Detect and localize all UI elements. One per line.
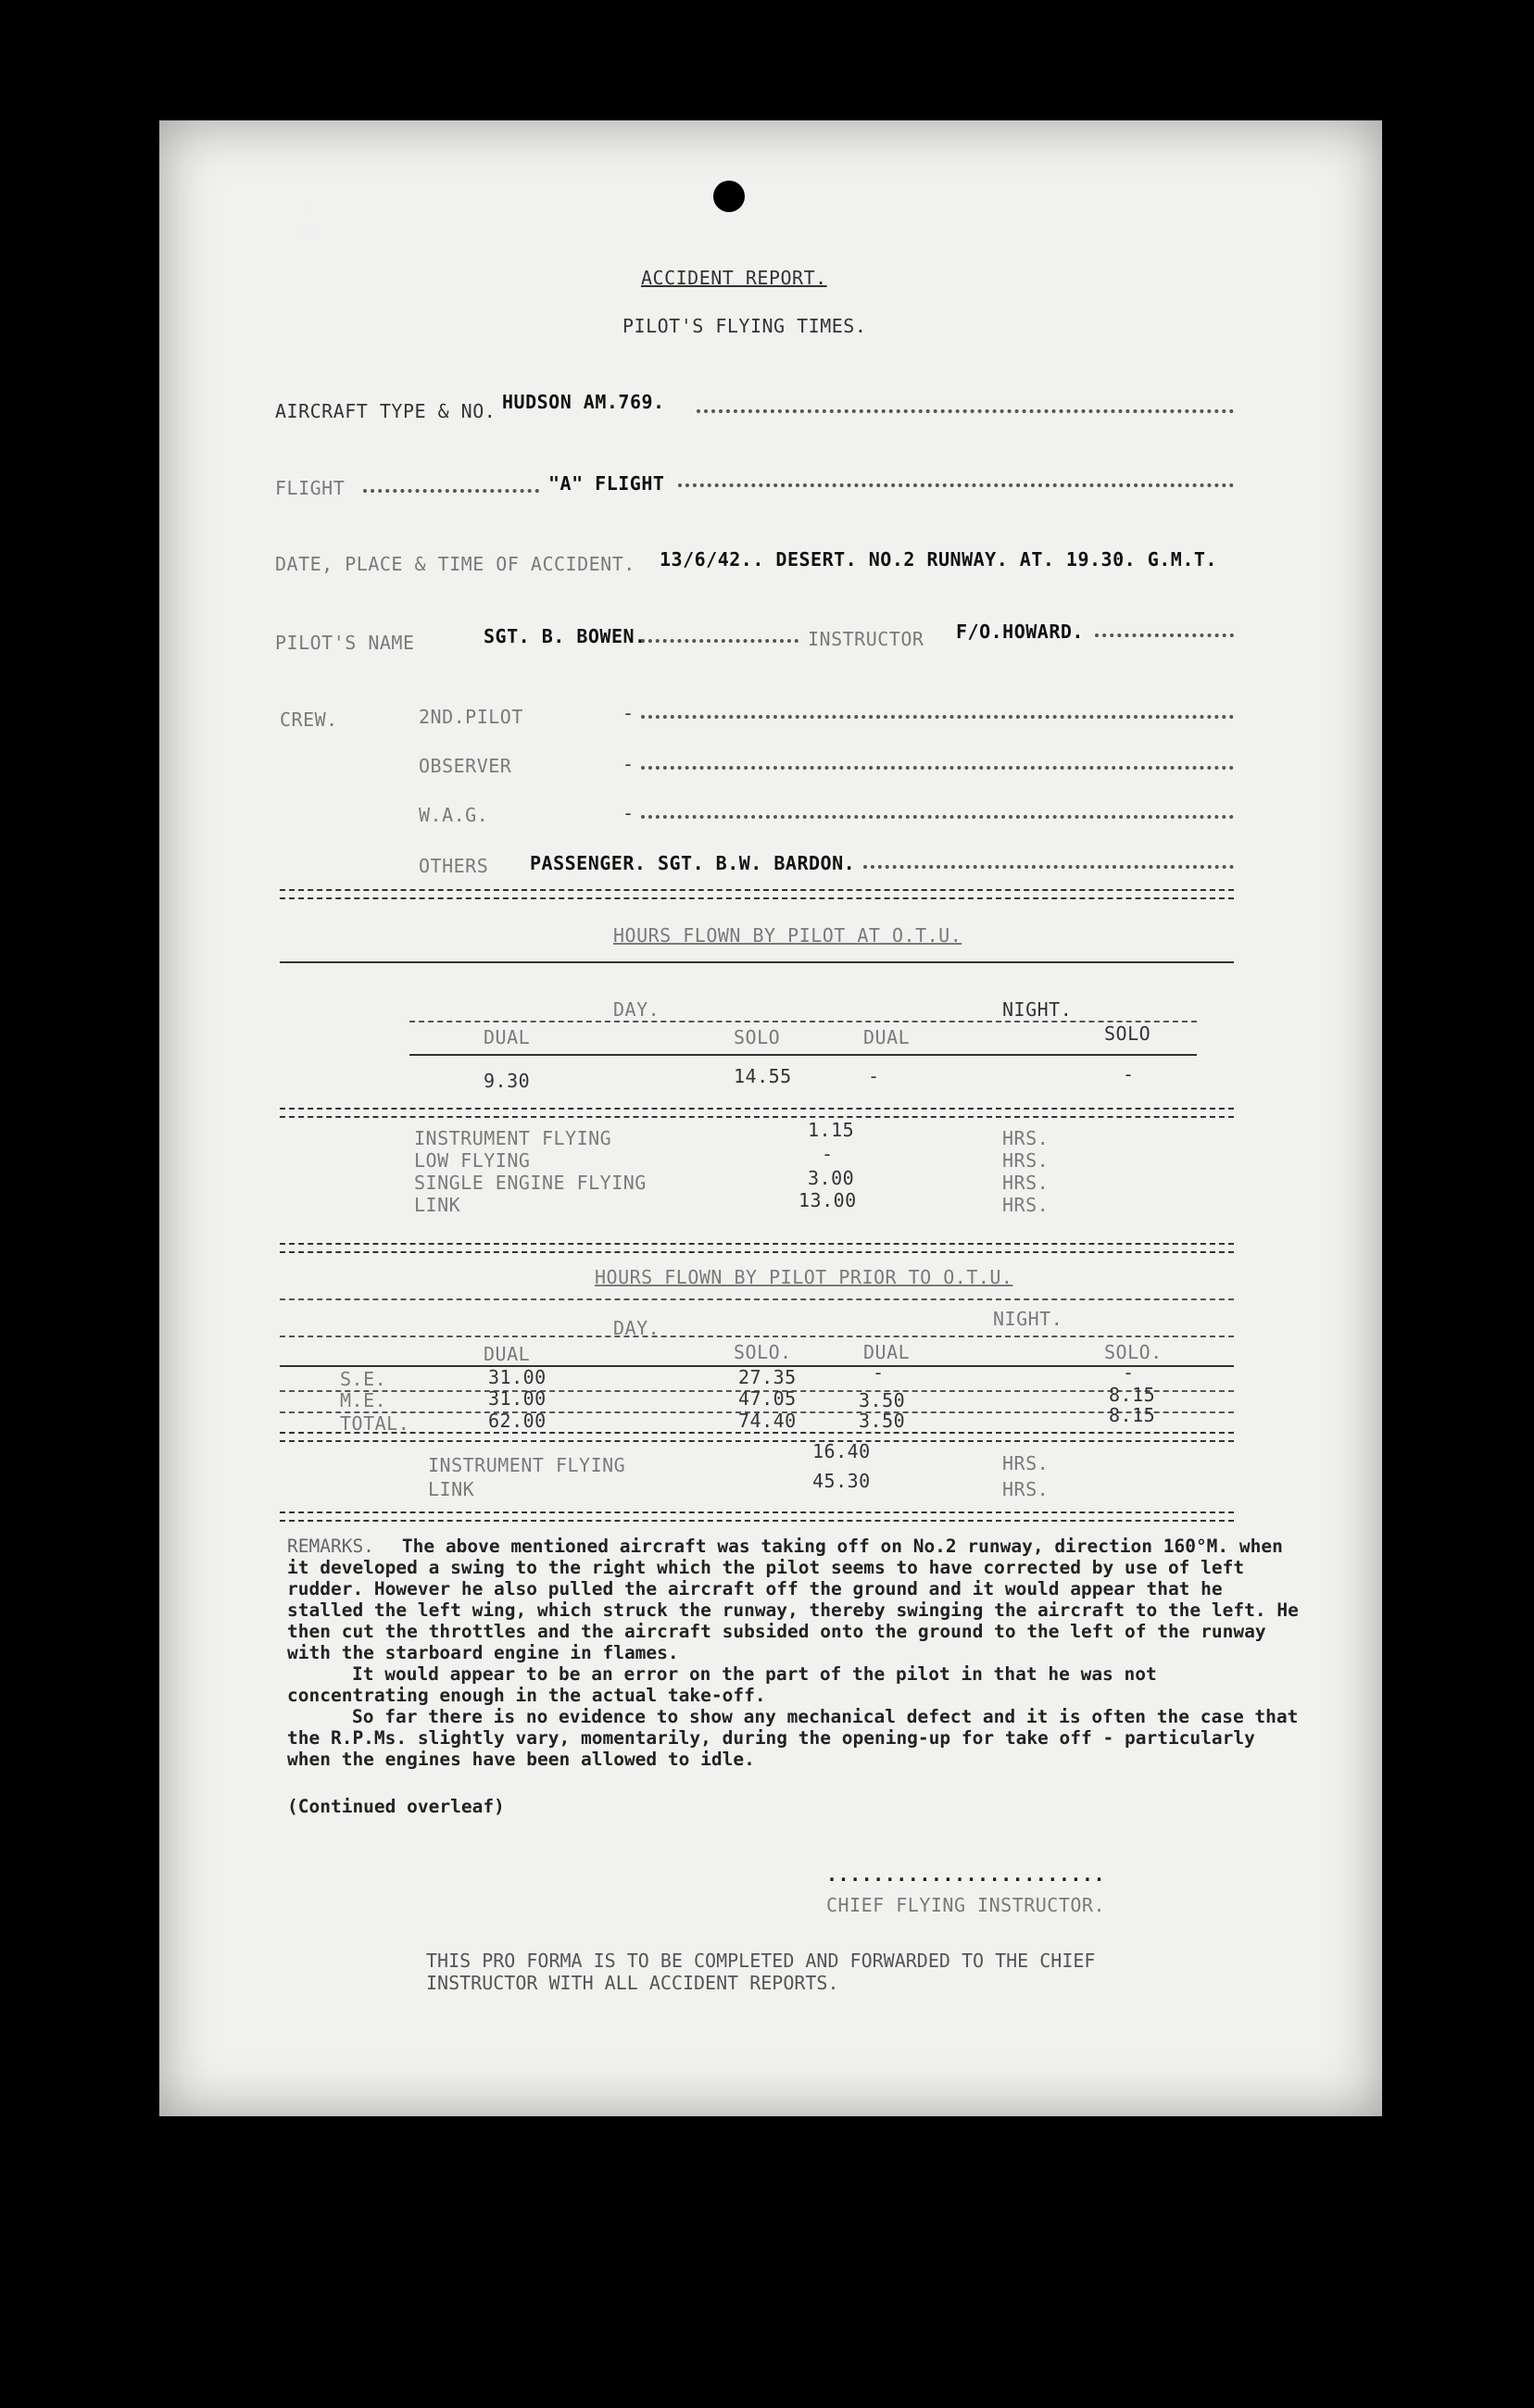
punch-hole [713, 181, 745, 212]
crew-observer-value: - [622, 753, 635, 775]
otu-night-label: NIGHT. [1002, 998, 1073, 1021]
crew-others-value: PASSENGER. SGT. B.W. BARDON. [530, 852, 856, 874]
otu-day-label: DAY. [613, 998, 660, 1021]
prior-row-label: TOTAL. [340, 1412, 410, 1435]
instructor-value: F/O.HOWARD. [956, 621, 1084, 643]
rule [409, 1054, 1197, 1056]
date-value: 13/6/42.. DESERT. NO.2 RUNWAY. AT. 19.30. G.M.T. [660, 548, 1217, 571]
dotted-line [1095, 633, 1234, 637]
otu-stat-unit: HRS. [1002, 1149, 1050, 1172]
prior-row-value: - [1123, 1361, 1135, 1384]
prior-row-value: 8.15 [1109, 1404, 1156, 1426]
double-rule [280, 889, 1234, 899]
dotted-line [678, 483, 1234, 487]
otu-stat-unit: HRS. [1002, 1172, 1050, 1194]
dotted-line [641, 766, 1234, 770]
otu-night-dual-label: DUAL [863, 1026, 911, 1048]
remarks-label: REMARKS. [287, 1536, 374, 1557]
otu-stat-unit: HRS. [1002, 1194, 1050, 1216]
aircraft-value: HUDSON AM.769. [502, 391, 665, 413]
otu-stat-unit: HRS. [1002, 1127, 1050, 1149]
prior-row-value: 3.50 [859, 1389, 906, 1411]
double-rule [280, 1108, 1234, 1118]
prior-stat-value: 16.40 [812, 1440, 871, 1462]
rule [280, 961, 1234, 963]
footer-note [426, 1950, 1095, 1994]
prior-stat-unit: HRS. [1002, 1452, 1050, 1474]
prior-stat-value: 45.30 [812, 1470, 871, 1492]
crew-others-label: OTHERS [419, 855, 489, 877]
crew-observer-label: OBSERVER [419, 755, 512, 777]
dotted-line [641, 815, 1234, 819]
rule [280, 1298, 1234, 1300]
crew-wag-label: W.A.G. [419, 804, 489, 826]
otu-day-solo-label: SOLO [734, 1026, 781, 1048]
prior-stat-label: LINK [428, 1478, 475, 1500]
double-rule [280, 1511, 1234, 1522]
prior-night-solo-label: SOLO. [1104, 1341, 1163, 1363]
otu-stat-label: LINK [414, 1194, 461, 1216]
crew-2nd-pilot-label: 2ND.PILOT [419, 706, 523, 728]
prior-row-value: 47.05 [738, 1387, 797, 1410]
prior-row-value: 3.50 [859, 1410, 906, 1432]
dotted-line [863, 865, 1234, 869]
prior-night-label: NIGHT. [993, 1308, 1063, 1330]
footer-line-1: THIS PRO FORMA IS TO BE COMPLETED AND FORWARDED TO THE CHIEF [426, 1950, 1096, 1972]
prior-row-label: M.E. [340, 1389, 387, 1411]
prior-stat-unit: HRS. [1002, 1478, 1050, 1500]
speck [220, 178, 230, 182]
aircraft-label: AIRCRAFT TYPE & NO. [275, 400, 497, 422]
rule [409, 1021, 1197, 1022]
otu-stat-value: 1.15 [808, 1119, 855, 1141]
prior-row-value: 31.00 [488, 1387, 547, 1410]
otu-day-solo-value: 14.55 [734, 1065, 792, 1087]
crew-2nd-pilot-value: - [622, 702, 635, 724]
otu-stat-value: - [822, 1143, 834, 1165]
prior-row-value: 27.35 [738, 1366, 797, 1388]
otu-heading: HOURS FLOWN BY PILOT AT O.T.U. [613, 924, 962, 947]
dotted-line [697, 409, 1234, 413]
otu-night-solo-value: - [1123, 1063, 1135, 1085]
signature-line: ........................ [826, 1863, 1105, 1886]
date-label: DATE, PLACE & TIME OF ACCIDENT. [275, 553, 635, 575]
continued-overleaf: (Continued overleaf) [287, 1796, 505, 1817]
report-title: ACCIDENT REPORT. [641, 267, 827, 289]
pilot-label: PILOT'S NAME [275, 632, 415, 654]
otu-stat-value: 13.00 [798, 1189, 857, 1211]
otu-night-dual-value: - [868, 1065, 880, 1087]
prior-row-value: 62.00 [488, 1410, 547, 1432]
remarks-block [287, 1536, 1306, 1817]
crew-label: CREW. [280, 709, 338, 731]
otu-stat-label: LOW FLYING [414, 1149, 531, 1172]
flight-label: FLIGHT [275, 477, 346, 499]
remarks-paragraph-1: REMARKS. The above mentioned aircraft was taking off on No.2 runway, direction 160°M. when it developed a swing to the right which the pilot seems to have corrected by use of left rudder. However he also pulled the aircraft off the ground and it would appear that he stalled the left wing, which struck the runway, thereby swinging the aircraft to the left. He then cut the throttles and the aircraft subsided onto the ground to the left of the runway with the starboard engine in flames. [287, 1536, 1299, 1663]
double-rule [280, 1432, 1234, 1442]
otu-stat-value: 3.00 [808, 1167, 855, 1189]
prior-row-value: 31.00 [488, 1366, 547, 1388]
otu-night-solo-label: SOLO [1104, 1022, 1151, 1045]
prior-day-dual-label: DUAL [484, 1343, 531, 1365]
prior-stat-label: INSTRUMENT FLYING [428, 1454, 626, 1476]
footer-line-2: INSTRUCTOR WITH ALL ACCIDENT REPORTS. [426, 1972, 839, 1994]
document-page [159, 120, 1382, 2116]
dotted-line [641, 715, 1234, 719]
report-subtitle: PILOT'S FLYING TIMES. [622, 315, 867, 337]
otu-stat-label: SINGLE ENGINE FLYING [414, 1172, 647, 1194]
pilot-value: SGT. B. BOWEN. [484, 625, 647, 647]
flight-value: "A" FLIGHT [548, 472, 665, 495]
dotted-line [363, 489, 539, 493]
instructor-label: INSTRUCTOR [808, 628, 924, 650]
prior-row-value: 8.15 [1109, 1384, 1156, 1406]
speck [301, 229, 314, 236]
signature-title: CHIEF FLYING INSTRUCTOR. [826, 1894, 1105, 1916]
double-rule [280, 1243, 1234, 1253]
otu-day-dual-value: 9.30 [484, 1070, 531, 1092]
crew-wag-value: - [622, 802, 635, 824]
otu-day-dual-label: DUAL [484, 1026, 531, 1048]
prior-day-label: DAY. [613, 1317, 660, 1339]
prior-night-dual-label: DUAL [863, 1341, 911, 1363]
prior-row-value: - [873, 1361, 885, 1384]
remarks-paragraph-3: So far there is no evidence to show any mechanical defect and it is often the case that the R.P.Ms. slightly vary, momentarily, during the opening-up for take off - particularly when the engines have been allowed to idle. [287, 1706, 1299, 1770]
prior-heading: HOURS FLOWN BY PILOT PRIOR TO O.T.U. [595, 1266, 1013, 1288]
prior-row-label: S.E. [340, 1368, 387, 1390]
prior-row-value: 74.40 [738, 1410, 797, 1432]
remarks-paragraph-2: It would appear to be an error on the part of the pilot in that he was not concentrating enough in the actual take-off. [287, 1663, 1157, 1706]
otu-stat-label: INSTRUMENT FLYING [414, 1127, 612, 1149]
rule [280, 1336, 1234, 1337]
dotted-line [641, 639, 798, 643]
prior-day-solo-label: SOLO. [734, 1341, 792, 1363]
speck [304, 206, 309, 211]
